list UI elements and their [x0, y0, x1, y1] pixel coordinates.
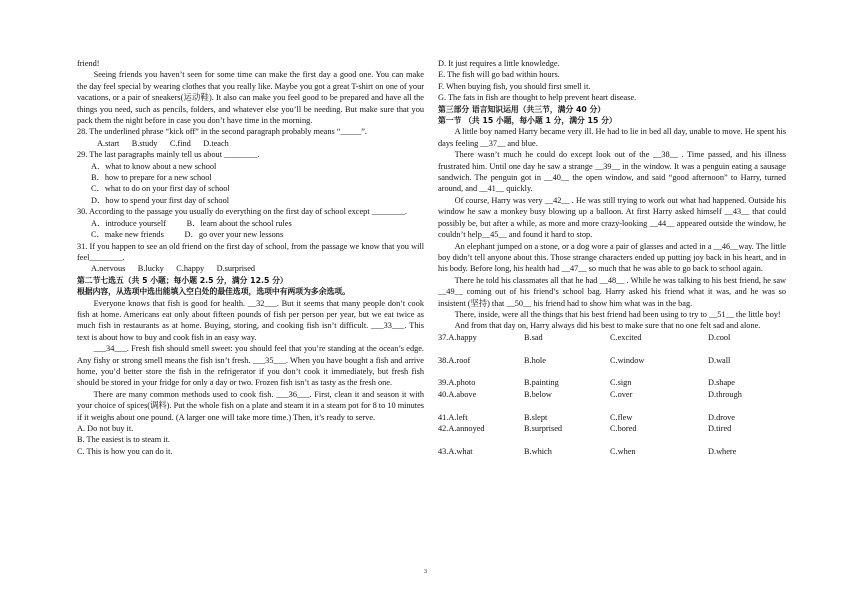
option-a: 42.A.annoyed [438, 423, 485, 433]
option-b: B.below [524, 389, 552, 399]
answer-row [438, 389, 786, 400]
page-number: 3 [424, 569, 427, 575]
passage-paragraph: There he told his classmates all that he had __48__ . While he was talking to his best friend, he saw __49__ coming out of his friend’s school bag. Harry asked his friend what it was, and he was so insistent (坚持) that __50__ his friend had to show him what was in the bag. [438, 275, 786, 308]
option-f: F. When buying fish, you should first smell it. [438, 81, 591, 91]
option-c: C.sign [610, 378, 632, 388]
option-c: C. This is how you can do it. [77, 446, 173, 456]
section-title: 第二节七选五（共 5 小题；每小题 2.5 分，满分 12.5 分） [77, 275, 288, 285]
option-b: B. The easiest is to steam it. [77, 435, 170, 445]
passage-paragraph: Seeing friends you haven’t seen for some time can make the first day a good one. You can make the day feel special by wearing clothes that you really like. Maybe you got a great T-shirt on one of your vacations, or a pair of sneakers(运动鞋). It also can make you feel good to be prepared and have all the things you need, such as pencils, folders, and whatever else you’ll be needing. But make sure that you pack them the night before in case you don’t have time in the morning. [77, 70, 424, 126]
option-d: D.cool [708, 332, 731, 342]
passage-paragraph: ___34___. Fresh fish should smell sweet: you should feel that you’re standing at the ocean’s edge. Any fishy or strong smell means the fish isn’t fresh. ___35___. When you have bought a fish and arrive home, you’d better store the fish in the refrigerator if you don’t cook it immediately, but fresh fish should be stored in your fridge for only a day or two. Frozen fish isn’t as tasty as the fresh one. [77, 344, 424, 388]
passage-paragraph: Everyone knows that fish is good for health. __32___. But it seems that many people don’t cook fish at home. Americans eat only about fifteen pounds of fish per person per year, but we eat twice as much fish in restaurants as at home. Buying, storing, and cooking fish isn’t difficult. ___33___. This text is about how to buy and cook fish in an easy way. [77, 298, 424, 342]
section-title: 第一节 （共 15 小题，每小题 1 分，满分 15 分） [438, 116, 617, 126]
passage-text: friend! [77, 59, 100, 68]
question-28-options: A.start B.study C.find D.teach [97, 138, 229, 148]
option-c: C.flew [610, 412, 633, 422]
option-d: D.drove [708, 412, 735, 422]
option-d: D.wall [708, 355, 731, 365]
option-c: C.bored [610, 423, 637, 433]
option-d: D. It just requires a little knowledge. [438, 59, 560, 68]
left-column [77, 58, 424, 457]
passage-paragraph: There are many common methods used to cook fish. ___36___. First, clean it and season it with your choice of spices(调料). Put the whole fish on a plate and steam it in a steam pot for 8 to 10 minutes if it weighs about one pound. (A larger one will take more time.) Then, it’s ready to serve. [77, 389, 424, 422]
option-a: A. Do not buy it. [77, 424, 134, 433]
option-b: B.painting [524, 378, 559, 388]
option-a: 37.A.happy [438, 332, 477, 342]
option-b: B.which [524, 446, 552, 456]
options-30cd: C．make new friends D．go over your new lessons [91, 230, 284, 240]
option-b: B.hole [524, 355, 546, 365]
answer-options [438, 332, 786, 457]
option-c: C.window [610, 355, 645, 365]
question-29: 29. The last paragraphs mainly tell us about ________. [77, 150, 260, 160]
option-d: D.shape [708, 378, 735, 388]
part-title: 第三部分 语言知识运用（共三节，满分 40 分） [438, 104, 606, 114]
passage-paragraph: An elephant jumped on a stone, or a dog wore a pair of glasses and acted in a __46__way. The little boy didn’t tell anyone about this. Those strange characters ended up putting joy back in his heart, and in his body. Before long, his health had __47__ so much that he was able to go back to school again. [438, 241, 786, 274]
option-d: D.where [708, 446, 737, 456]
option-a: 38.A.roof [438, 355, 471, 365]
option-e: E. The fish will go bad within hours. [438, 70, 560, 80]
passage-paragraph: There, inside, were all the things that his best friend had been using to try to __51__ the little boy! [454, 309, 781, 319]
option-c: C.excited [610, 332, 642, 342]
option-b: B.slept [524, 412, 548, 422]
option-29b: B．how to prepare for a new school [91, 173, 212, 183]
passage-paragraph: A little boy named Harry became very ill. He had to lie in bed all day, unable to move. He spent his days feeling __37__ and blue. [438, 127, 786, 148]
option-g: G. The fats in fish are thought to help prevent heart disease. [438, 93, 637, 103]
right-column [438, 58, 786, 457]
answer-row [438, 355, 786, 366]
answer-row [438, 332, 786, 343]
option-a: 39.A.photo [438, 378, 476, 388]
question-31-options: A.nervous B.lucky C.happy D.surprised [91, 264, 256, 274]
option-29c: C．what to do on your first day of school [91, 184, 230, 194]
passage-paragraph: Of course, Harry was very __42__ . He was still trying to work out what had happened. Outside his window he saw a monkey busy blowing up a balloon. At first Harry asked himself __43__ that could possibly be, but after a while, as more and more crazy-looking __44__ appeared outside the window, he couldn’t help__45__ and found it hard to stop. [438, 195, 786, 240]
section-instructions: 根据内容，从选项中选出能填入空白处的最佳选项，选项中有两项为多余选项。 [77, 287, 350, 297]
option-a: 40.A.above [438, 389, 477, 399]
option-b: B.sad [524, 332, 543, 342]
options-30ab: A．introduce yourself B．learn about the school rules [91, 218, 292, 228]
option-a: 43.A.what [438, 446, 473, 456]
option-c: C.over [610, 389, 633, 399]
answer-row [438, 446, 786, 457]
option-d: D.tired [708, 423, 732, 433]
passage-paragraph: There wasn’t much he could do except look out of the __38__ . Time passed, and his illness frustrated him. Until one day he saw a strange __39__ in the window. It was a penguin eating a sausage sandwich. The penguin got in __40__ the open window, and said “good afternoon” to Harry, turned around, and __41__ quickly. [438, 150, 786, 194]
option-29d: D．how to spend your first day of school [91, 195, 230, 205]
option-a: 41.A.left [438, 412, 468, 422]
option-29a: A．what to know about a new school [91, 161, 217, 171]
question-28: 28. The underlined phrase “kick off” in the second paragraph probably means “_____”. [77, 127, 367, 137]
answer-row [438, 412, 786, 423]
answer-row [438, 377, 786, 388]
option-c: C.when [610, 446, 636, 456]
option-d: D.through [708, 389, 742, 399]
question-31: 31. If you happen to see an old friend on the first day of school, from the passage we know that you will feel________. [77, 241, 424, 262]
question-30: 30. According to the passage you usually do everything on the first day of school except ________. [77, 207, 407, 217]
answer-row [438, 423, 786, 434]
option-b: B.surprised [524, 423, 563, 433]
passage-paragraph: And from that day on, Harry always did his best to make sure that no one felt sad and alone. [454, 321, 761, 331]
